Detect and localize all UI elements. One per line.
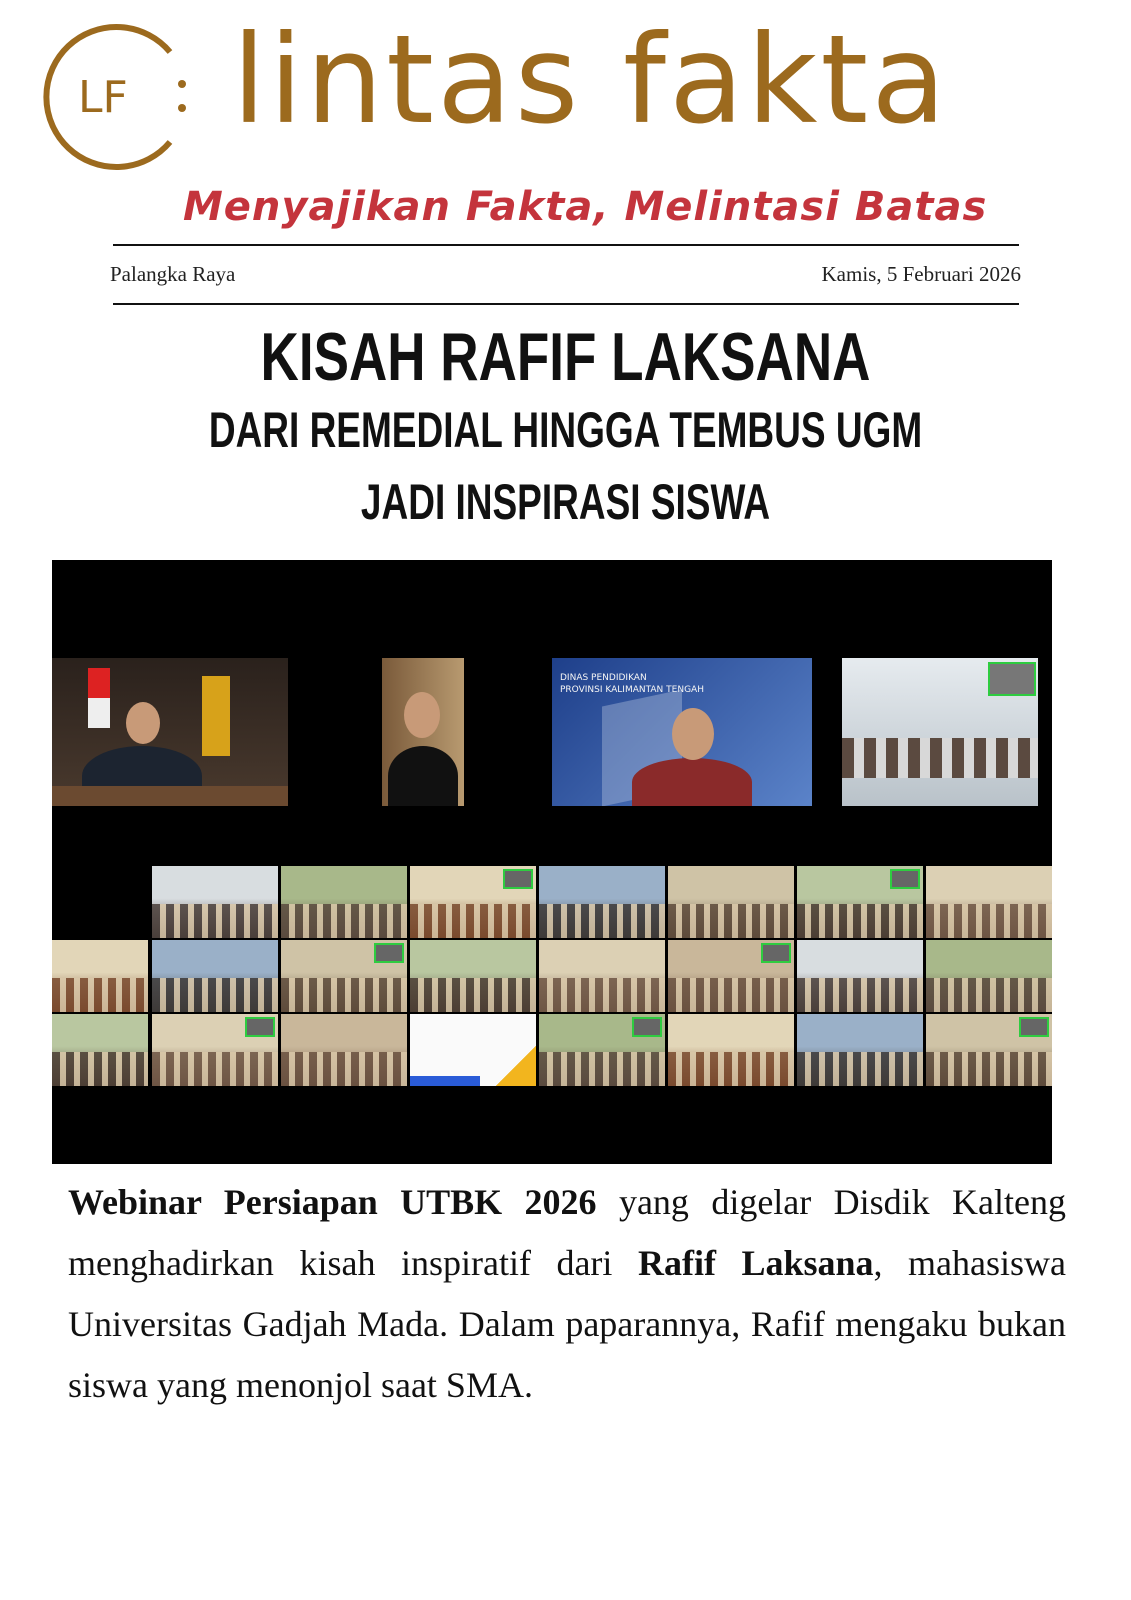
participant-tile (152, 866, 278, 938)
speaker-tile-classroom (842, 658, 1038, 806)
body-bold-name: Rafif Laksana (637, 1243, 874, 1283)
participant-tile (410, 866, 536, 938)
body-bold-event: Webinar Persiapan UTBK 2026 (68, 1182, 597, 1222)
participant-tile (926, 1014, 1052, 1086)
tagline: Menyajikan Fakta, Melintasi Batas (183, 184, 988, 230)
participant-tile (926, 866, 1052, 938)
participant-tile (668, 866, 794, 938)
masthead (0, 0, 1131, 240)
headline-line-1: KISAH RAFIF LAKSANA (260, 319, 871, 395)
participant-tile (797, 940, 923, 1012)
dateline-date: Kamis, 5 Februari 2026 (821, 262, 1021, 286)
body-text-2: , mahasiswa Universitas Gadjah Mada. Dalam paparannya, Rafif mengaku bukan siswa yang menonjol saat SMA. (68, 1243, 1066, 1405)
bottom-divider (113, 303, 1019, 305)
presentation-slide-tile (410, 1014, 536, 1086)
lf-logo-icon (30, 12, 200, 182)
participant-tile (281, 866, 407, 938)
participant-tile (52, 1014, 148, 1086)
participant-tile (152, 940, 278, 1012)
participant-tile (539, 1014, 665, 1086)
participant-tile (668, 1014, 794, 1086)
speaker-tile-student (382, 658, 464, 806)
participant-tile (539, 940, 665, 1012)
participant-tile (926, 940, 1052, 1012)
svg-text:LF: LF (78, 72, 128, 123)
participant-tile (410, 940, 536, 1012)
participant-tile (52, 940, 148, 1012)
headline-line-3: JADI INSPIRASI SISWA (360, 474, 771, 530)
speaker-tile-official (52, 658, 288, 806)
article-body (68, 1172, 1066, 1416)
dateline-location: Palangka Raya (110, 262, 236, 286)
banner-line-1: DINAS PENDIDIKAN (560, 673, 647, 683)
participant-tile (668, 940, 794, 1012)
body-text-1: yang digelar Disdik Kalteng menghadirkan kisah inspiratif dari (68, 1182, 1067, 1283)
headline-line-2: DARI REMEDIAL HINGGA TEMBUS UGM (208, 402, 923, 458)
speaker-tile-disdik (552, 658, 812, 806)
participant-tile (281, 940, 407, 1012)
participant-tile (797, 866, 923, 938)
participant-tile (797, 1014, 923, 1086)
top-divider (113, 244, 1019, 246)
participant-tile (539, 866, 665, 938)
webinar-screenshot-photo (52, 560, 1052, 1164)
participant-tile (152, 1014, 278, 1086)
participant-tile (281, 1014, 407, 1086)
brand-name: lintas fakta (232, 9, 950, 151)
banner-line-2: PROVINSI KALIMANTAN TENGAH (560, 685, 704, 695)
